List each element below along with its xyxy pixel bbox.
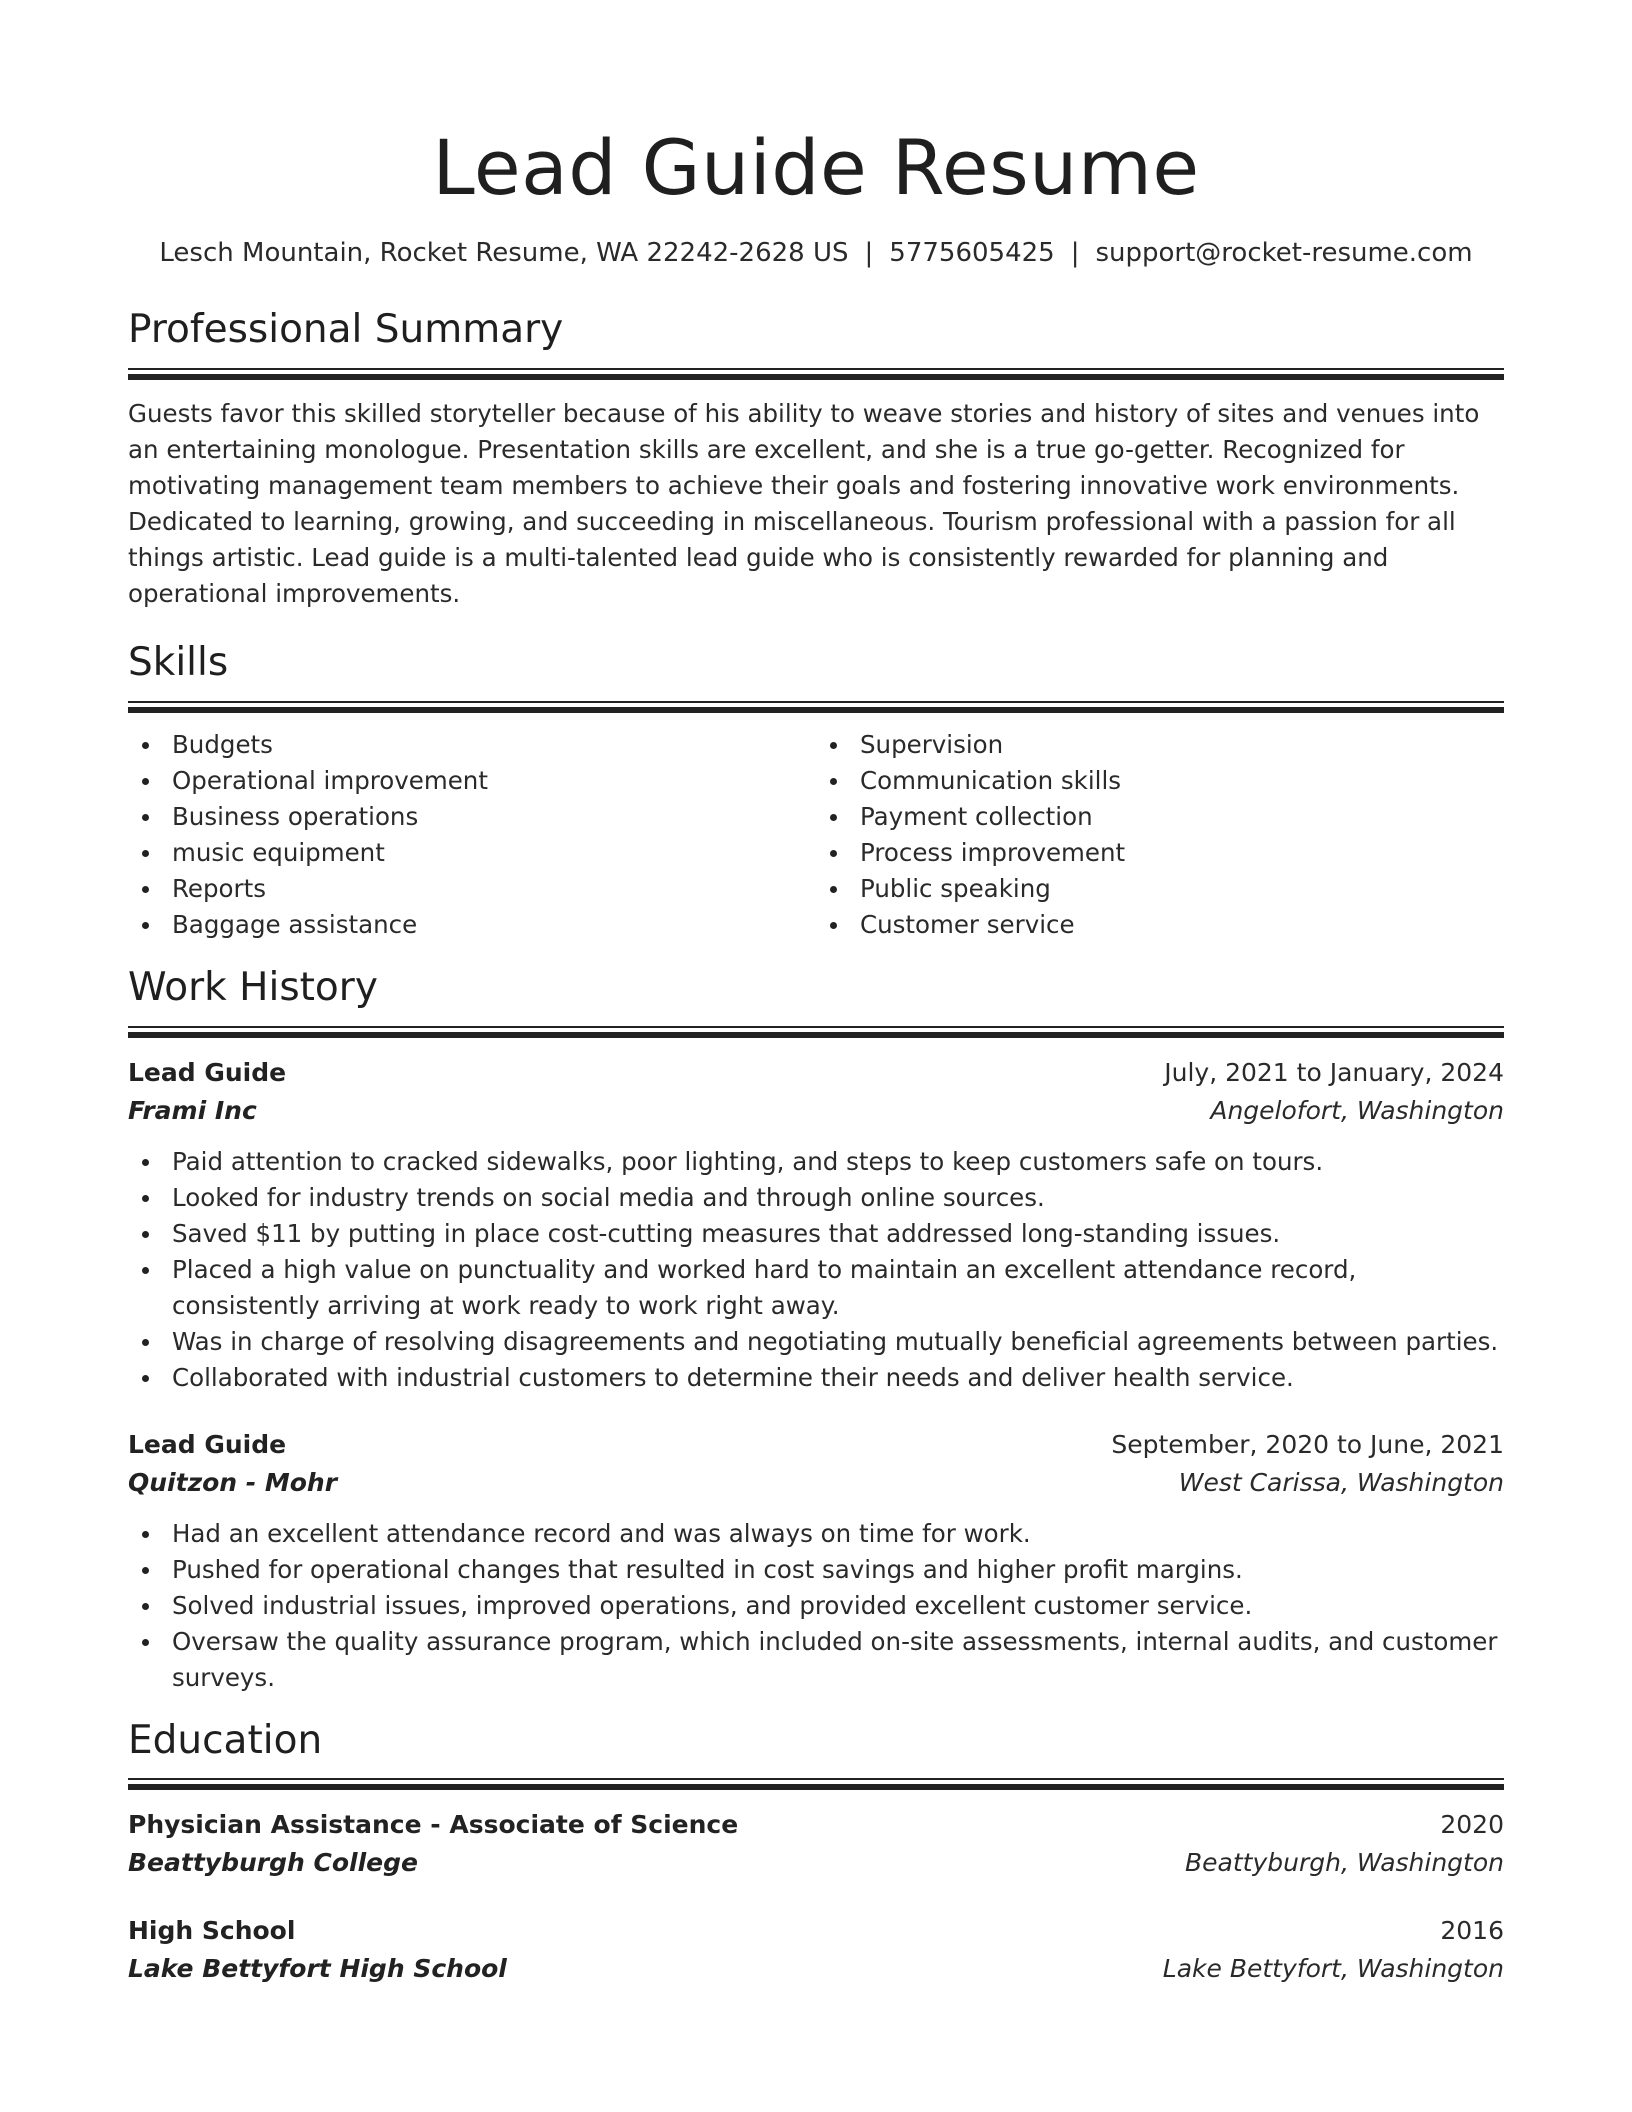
- job-location: Angelofort, Washington: [1210, 1095, 1504, 1125]
- skill-item: Reports: [128, 871, 816, 907]
- education-school: Beattyburgh College: [128, 1848, 418, 1878]
- skills-column-right: [816, 727, 1504, 943]
- contact-separator: |: [864, 238, 874, 268]
- job-bullets: [128, 1144, 1504, 1396]
- education-degree: High School: [128, 1916, 296, 1946]
- skill-item: Communication skills: [816, 763, 1504, 799]
- contact-phone: 5775605425: [889, 238, 1055, 268]
- education-subheader: [128, 1844, 1504, 1882]
- section-divider: [128, 1778, 1504, 1790]
- job-header: [128, 1054, 1504, 1092]
- job-subheader: [128, 1464, 1504, 1502]
- job-title: Lead Guide: [128, 1057, 287, 1087]
- skill-item: Public speaking: [816, 871, 1504, 907]
- job-entry: [128, 1426, 1504, 1696]
- skill-item: music equipment: [128, 835, 816, 871]
- section-divider: [128, 1026, 1504, 1038]
- skill-item: Payment collection: [816, 799, 1504, 835]
- job-bullet: Looked for industry trends on social media and through online sources.: [128, 1180, 1504, 1216]
- page-title: Lead Guide Resume: [432, 123, 1200, 212]
- job-bullet: Placed a high value on punctuality and worked hard to maintain an excellent attendance record, consistently arriving at work ready to work right away.: [128, 1252, 1504, 1324]
- contact-line: [128, 238, 1504, 269]
- education-header: [128, 1912, 1504, 1950]
- section-heading-skills: Skills: [128, 639, 229, 685]
- skills-section: [128, 640, 1504, 943]
- skills-column-left: [128, 727, 816, 943]
- education-year: 2016: [1440, 1916, 1504, 1946]
- education-location: Beattyburgh, Washington: [1185, 1848, 1504, 1878]
- job-dates: September, 2020 to June, 2021: [1111, 1429, 1504, 1459]
- skill-item: Supervision: [816, 727, 1504, 763]
- contact-email[interactable]: support@rocket-resume.com: [1095, 238, 1473, 268]
- job-location: West Carissa, Washington: [1178, 1467, 1504, 1497]
- job-entry: [128, 1054, 1504, 1396]
- job-bullet: Oversaw the quality assurance program, which included on-site assessments, internal audits, and customer surveys.: [128, 1624, 1504, 1696]
- education-location: Lake Bettyfort, Washington: [1162, 1954, 1504, 1984]
- education-year: 2020: [1440, 1810, 1504, 1840]
- job-bullet: Pushed for operational changes that resulted in cost savings and higher profit margins.: [128, 1552, 1504, 1588]
- job-company: Frami Inc: [128, 1095, 257, 1125]
- skill-item: Customer service: [816, 907, 1504, 943]
- job-bullet: Was in charge of resolving disagreements and negotiating mutually beneficial agreements between parties.: [128, 1324, 1504, 1360]
- section-divider: [128, 701, 1504, 713]
- section-heading-work: Work History: [128, 964, 378, 1010]
- skill-item: Process improvement: [816, 835, 1504, 871]
- contact-separator: |: [1070, 238, 1080, 268]
- job-bullets: [128, 1516, 1504, 1696]
- job-subheader: [128, 1092, 1504, 1130]
- job-bullet: Saved $11 by putting in place cost-cutting measures that addressed long-standing issues.: [128, 1216, 1504, 1252]
- skills-list: [128, 727, 1504, 943]
- education-subheader: [128, 1950, 1504, 1988]
- summary-text: Guests favor this skilled storyteller because of his ability to weave stories and history of sites and venues into an entertaining monologue. Presentation skills are excellent, and she is a true go-getter. Recognized for motivating management team members to achieve their goals and fostering innovative work environments. Dedicated to learning, growing, and succeeding in miscellaneous. Tourism professional with a passion for all things artistic. Lead guide is a multi-talented lead guide who is consistently rewarded for planning and operational improvements.: [128, 398, 1480, 608]
- job-bullet: Solved industrial issues, improved operations, and provided excellent customer service.: [128, 1588, 1504, 1624]
- education-entry: [128, 1806, 1504, 1882]
- section-heading-education: Education: [128, 1717, 323, 1763]
- skill-item: Operational improvement: [128, 763, 816, 799]
- job-title: Lead Guide: [128, 1429, 287, 1459]
- education-section: [128, 1718, 1504, 1989]
- skill-item: Business operations: [128, 799, 816, 835]
- education-entry: [128, 1912, 1504, 1988]
- job-bullet: Paid attention to cracked sidewalks, poor lighting, and steps to keep customers safe on tours.: [128, 1144, 1504, 1180]
- job-header: [128, 1426, 1504, 1464]
- contact-address: Lesch Mountain, Rocket Resume, WA 22242-2628 US: [159, 238, 849, 268]
- section-heading-summary: Professional Summary: [128, 307, 564, 353]
- skill-item: Budgets: [128, 727, 816, 763]
- skill-item: Baggage assistance: [128, 907, 816, 943]
- education-header: [128, 1806, 1504, 1844]
- job-bullet: Collaborated with industrial customers to determine their needs and deliver health service.: [128, 1360, 1504, 1396]
- section-divider: [128, 368, 1504, 380]
- work-section: [128, 965, 1504, 1696]
- summary-section: [128, 307, 1504, 612]
- education-school: Lake Bettyfort High School: [128, 1954, 507, 1984]
- education-degree: Physician Assistance - Associate of Science: [128, 1810, 739, 1840]
- job-dates: July, 2021 to January, 2024: [1164, 1057, 1504, 1087]
- job-company: Quitzon - Mohr: [128, 1467, 338, 1497]
- job-bullet: Had an excellent attendance record and was always on time for work.: [128, 1516, 1504, 1552]
